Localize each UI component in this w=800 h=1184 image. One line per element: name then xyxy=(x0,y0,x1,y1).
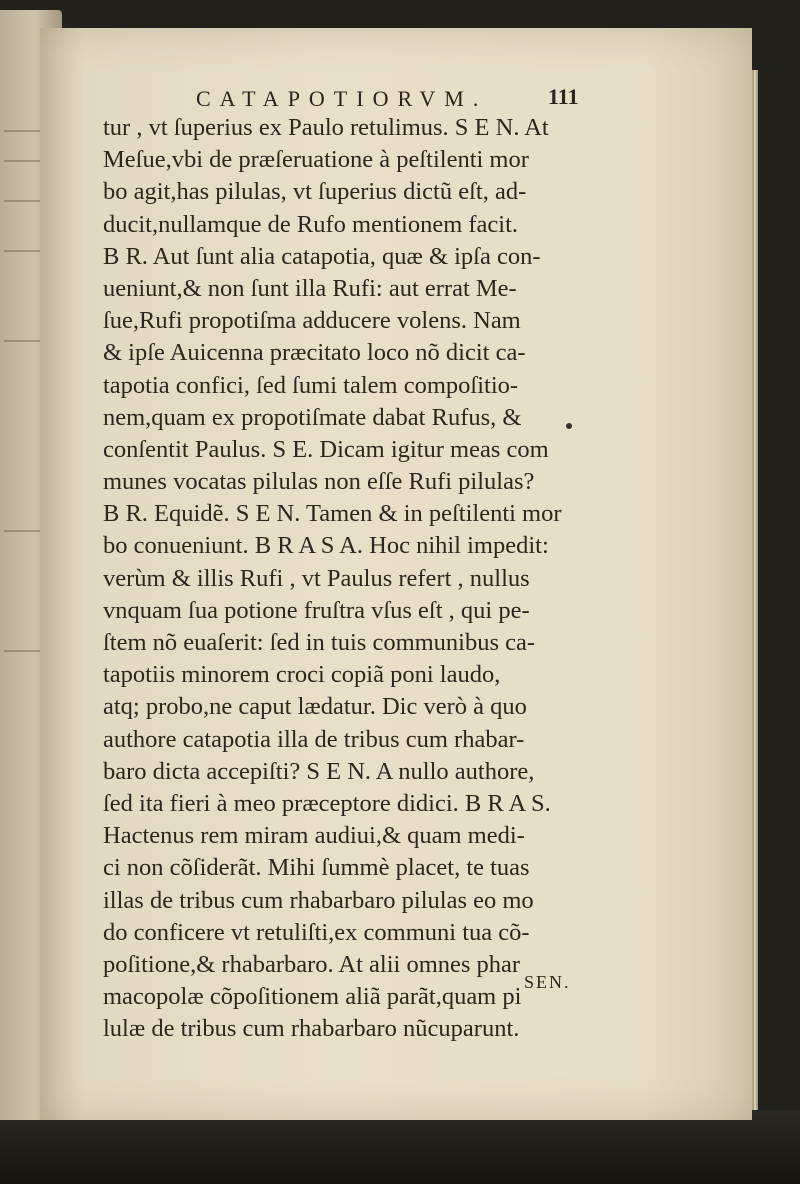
text-line: ſed ita fieri à meo præceptore didici. B R A S. xyxy=(103,789,551,817)
bleed-mark xyxy=(4,650,44,652)
bleed-mark xyxy=(4,250,44,252)
bleed-mark xyxy=(4,200,44,202)
text-line: illas de tribus cum rhabarbaro pilulas eo mo xyxy=(103,886,534,914)
ink-dot xyxy=(566,423,572,429)
text-line: Meſue,vbi de præſeruatione à peſtilenti mor xyxy=(103,146,529,174)
text-line: B R. Equidẽ. S E N. Tamen & in peſtilenti mor xyxy=(103,500,562,528)
bleed-mark xyxy=(4,530,44,532)
text-line: poſitione,& rhabarbaro. At alii omnes phar xyxy=(103,950,521,978)
text-line: bo agit,has pilulas, vt ſuperius dictũ eſt, ad- xyxy=(103,178,527,206)
text-line: tapotiis minorem croci copiã poni laudo, xyxy=(103,661,501,689)
text-line: bo conueniunt. B R A S A. Hoc nihil impedit: xyxy=(103,532,549,560)
text-line: ſtem nõ euaſerit: ſed in tuis communibus ca- xyxy=(103,629,536,656)
text-line: tur , vt ſuperius ex Paulo retulimus. S E N. At xyxy=(103,114,549,141)
text-line: tapotia confici, ſed ſumi talem compoſitio- xyxy=(103,371,519,399)
text-line: ueniunt,& non ſunt illa Rufi: aut errat Me- xyxy=(103,274,517,302)
text-line: munes vocatas pilulas non eſſe Rufi pilulas? xyxy=(103,468,535,496)
catchword: SEN. xyxy=(524,972,571,992)
text-line: conſentit Paulus. S E. Dicam igitur meas com xyxy=(103,435,549,463)
text-line: ci non cõſiderãt. Mihi ſummè placet, te tuas xyxy=(103,854,530,882)
text-line: macopolæ cõpoſitionem aliã parãt,quam pi xyxy=(103,983,522,1011)
running-title: CATAPOTIORVM. xyxy=(196,86,488,111)
text-line: vnquam ſua potione fruſtra vſus eſt , qui pe- xyxy=(103,596,530,624)
text-line: nem,quam ex propotiſmate dabat Rufus, & xyxy=(103,403,522,431)
text-line: Hactenus rem miram audiui,& quam medi- xyxy=(103,822,525,850)
body-text xyxy=(103,112,563,1045)
text-line: ſue,Rufi propotiſma adducere volens. Nam xyxy=(103,307,521,335)
text-line: baro dicta accepiſti? S E N. A nullo authore, xyxy=(103,757,535,785)
text-line: atq; probo,ne caput lædatur. Dic verò à quo xyxy=(103,693,527,721)
page-number: 111 xyxy=(548,84,579,109)
text-line: verùm & illis Rufi , vt Paulus refert , nullus xyxy=(103,564,530,592)
text-line: lulæ de tribus cum rhabarbaro nũcuparunt. xyxy=(103,1015,520,1043)
text-line: B R. Aut ſunt alia catapotia, quæ & ipſa con- xyxy=(103,242,541,270)
bleed-mark xyxy=(4,340,44,342)
background xyxy=(0,1110,800,1184)
bleed-mark xyxy=(4,160,44,162)
text-line: ducit,nullamque de Rufo mentionem facit. xyxy=(103,210,519,238)
bleed-mark xyxy=(4,130,44,132)
text-line: authore catapotia illa de tribus cum rhabar- xyxy=(103,725,525,753)
text-line: do conficere vt retuliſti,ex communi tua cõ- xyxy=(103,918,530,946)
text-line: & ipſe Auicenna præcitato loco nõ dicit ca- xyxy=(103,339,526,367)
